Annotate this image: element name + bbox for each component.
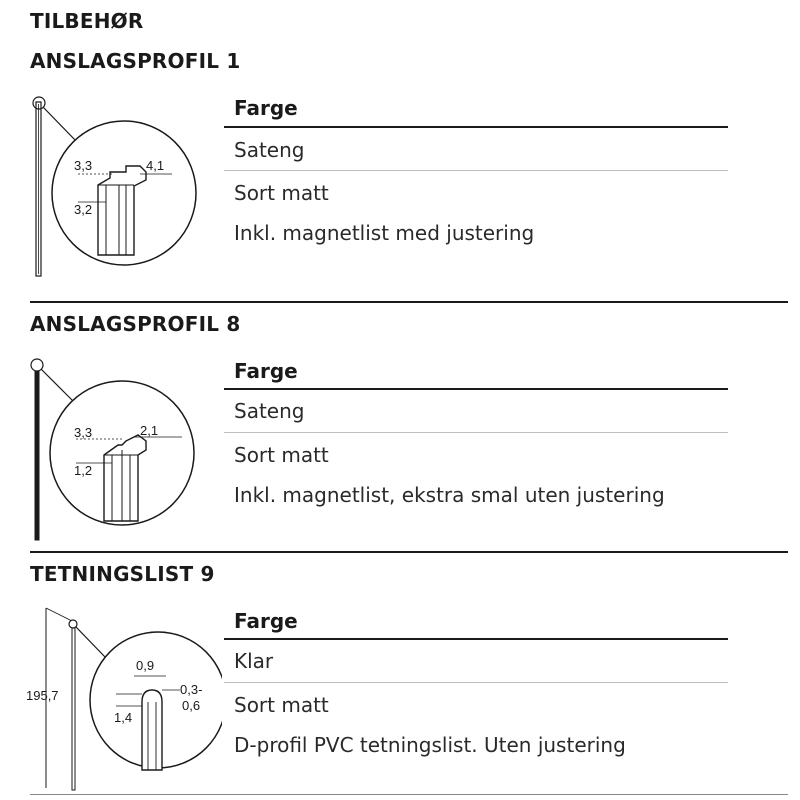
row-divider bbox=[224, 432, 728, 433]
table-header-rule bbox=[224, 126, 728, 128]
color-option: Sateng bbox=[234, 138, 305, 162]
anslagsprofil-8-drawing bbox=[22, 355, 222, 545]
section-title-anslagsprofil-1: ANSLAGSPROFIL 1 bbox=[30, 49, 241, 73]
color-option: Klar bbox=[234, 649, 274, 673]
product-note: Inkl. magnetlist med justering bbox=[234, 221, 535, 245]
product-note: Inkl. magnetlist, ekstra smal uten justering bbox=[234, 483, 665, 507]
color-option: Sort matt bbox=[234, 181, 329, 205]
dim-label: 0,3- bbox=[180, 682, 203, 697]
dim-label-length: 195,7 bbox=[26, 688, 59, 703]
dim-label: 3,3 bbox=[74, 158, 93, 173]
section-title-anslagsprofil-8: ANSLAGSPROFIL 8 bbox=[30, 312, 241, 336]
section-divider bbox=[30, 794, 788, 795]
dim-label: 3,3 bbox=[74, 425, 93, 440]
section-title-tetningslist-9: TETNINGSLIST 9 bbox=[30, 562, 215, 586]
anslagsprofil-1-drawing bbox=[22, 90, 222, 285]
dim-label: 3,2 bbox=[74, 202, 93, 217]
table-header-rule bbox=[224, 638, 728, 640]
tetningslist-9-drawing bbox=[22, 602, 222, 794]
page-heading: TILBEHØR bbox=[30, 9, 144, 33]
dim-label: 0,6 bbox=[182, 698, 201, 713]
color-option: Sateng bbox=[234, 399, 305, 423]
section-divider bbox=[30, 551, 788, 553]
section-divider bbox=[30, 301, 788, 303]
row-divider bbox=[224, 682, 728, 683]
dim-label: 4,1 bbox=[146, 158, 165, 173]
table-header-farge: Farge bbox=[234, 609, 298, 633]
dim-label: 1,2 bbox=[74, 463, 93, 478]
table-header-farge: Farge bbox=[234, 96, 298, 120]
row-divider bbox=[224, 170, 728, 171]
color-option: Sort matt bbox=[234, 693, 329, 717]
table-header-rule bbox=[224, 388, 728, 390]
dim-label: 1,4 bbox=[114, 710, 133, 725]
table-header-farge: Farge bbox=[234, 359, 298, 383]
dim-label: 2,1 bbox=[140, 423, 159, 438]
color-option: Sort matt bbox=[234, 443, 329, 467]
product-note: D-profil PVC tetningslist. Uten justering bbox=[234, 733, 626, 757]
dim-label: 0,9 bbox=[136, 658, 155, 673]
